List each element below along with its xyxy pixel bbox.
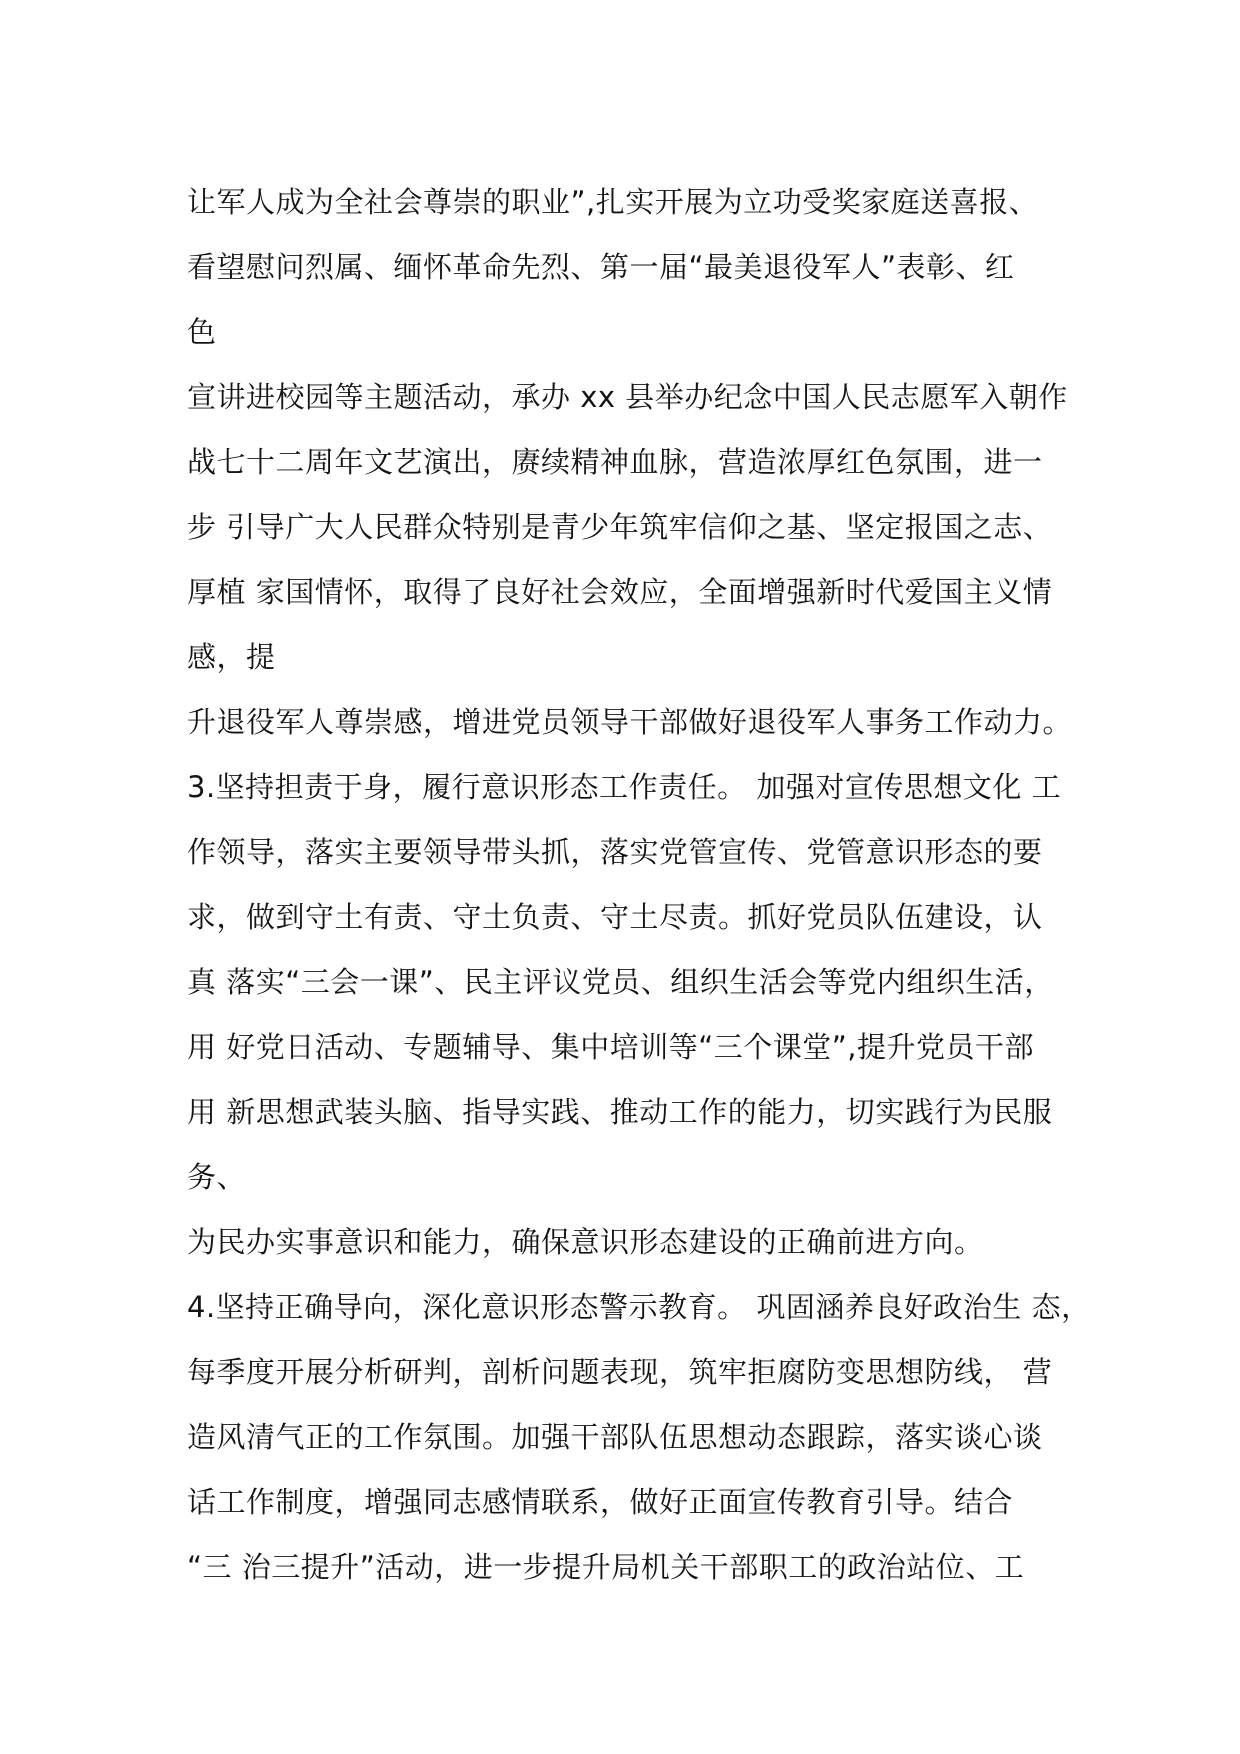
- text-line: 用 新思想武装头脑、指导实践、推动工作的能力，切实践行为民服: [187, 1095, 1053, 1129]
- text-line: 真 落实“三会一课”、民主评议党员、组织生活会等党内组织生活，: [187, 965, 1054, 999]
- text-line: 话工作制度，增强同志感情联系，做好正面宣传教育引导。结合: [187, 1485, 1014, 1519]
- text-line: 3.坚持担责于身，履行意识形态工作责任。 加强对宣传思想文化 工: [187, 770, 1062, 804]
- text-line: 作领导，落实主要领导带头抓，落实党管宣传、党管意识形态的要: [187, 835, 1043, 869]
- text-line: 每季度开展分析研判，剖析问题表现，筑牢拒腐防变思想防线， 营: [187, 1355, 1053, 1389]
- text-line: 色: [187, 315, 217, 349]
- text-line: 升退役军人尊崇感，增进党员领导干部做好退役军人事务工作动力。: [187, 705, 1073, 739]
- text-line: 为民办实事意识和能力，确保意识形态建设的正确前进方向。: [187, 1225, 984, 1259]
- text-line: 步 引导广大人民群众特别是青少年筑牢信仰之基、坚定报国之志、: [187, 510, 1053, 544]
- body-text: [187, 170, 1091, 1600]
- text-line: 感，提: [187, 640, 276, 674]
- text-line: 战七十二周年文艺演出，赓续精神血脉，营造浓厚红色氛围，进一: [187, 445, 1043, 479]
- text-line: 宣讲进校园等主题活动，承办 xx 县举办纪念中国人民志愿军入朝作: [187, 380, 1068, 414]
- text-line: 让军人成为全社会尊崇的职业”,扎实开展为立功受奖家庭送喜报、: [187, 185, 1039, 219]
- text-line: 厚植 家国情怀，取得了良好社会效应，全面增强新时代爱国主义情: [187, 575, 1053, 609]
- text-line: 4.坚持正确导向，深化意识形态警示教育。 巩固涵养良好政治生 态，: [187, 1290, 1091, 1324]
- text-line: “三 治三提升”活动，进一步提升局机关干部职工的政治站位、工: [187, 1550, 1025, 1584]
- text-line: 用 好党日活动、专题辅导、集中培训等“三个课堂”,提升党员干部: [187, 1030, 1034, 1064]
- text-line: 务、: [187, 1160, 247, 1194]
- text-line: 求，做到守土有责、守土负责、守土尽责。抓好党员队伍建设，认: [187, 900, 1043, 934]
- text-line: 看望慰问烈属、缅怀革命先烈、第一届“最美退役军人”表彰、红: [187, 250, 1015, 284]
- text-line: 造风清气正的工作氛围。加强干部队伍思想动态跟踪，落实谈心谈: [187, 1420, 1043, 1454]
